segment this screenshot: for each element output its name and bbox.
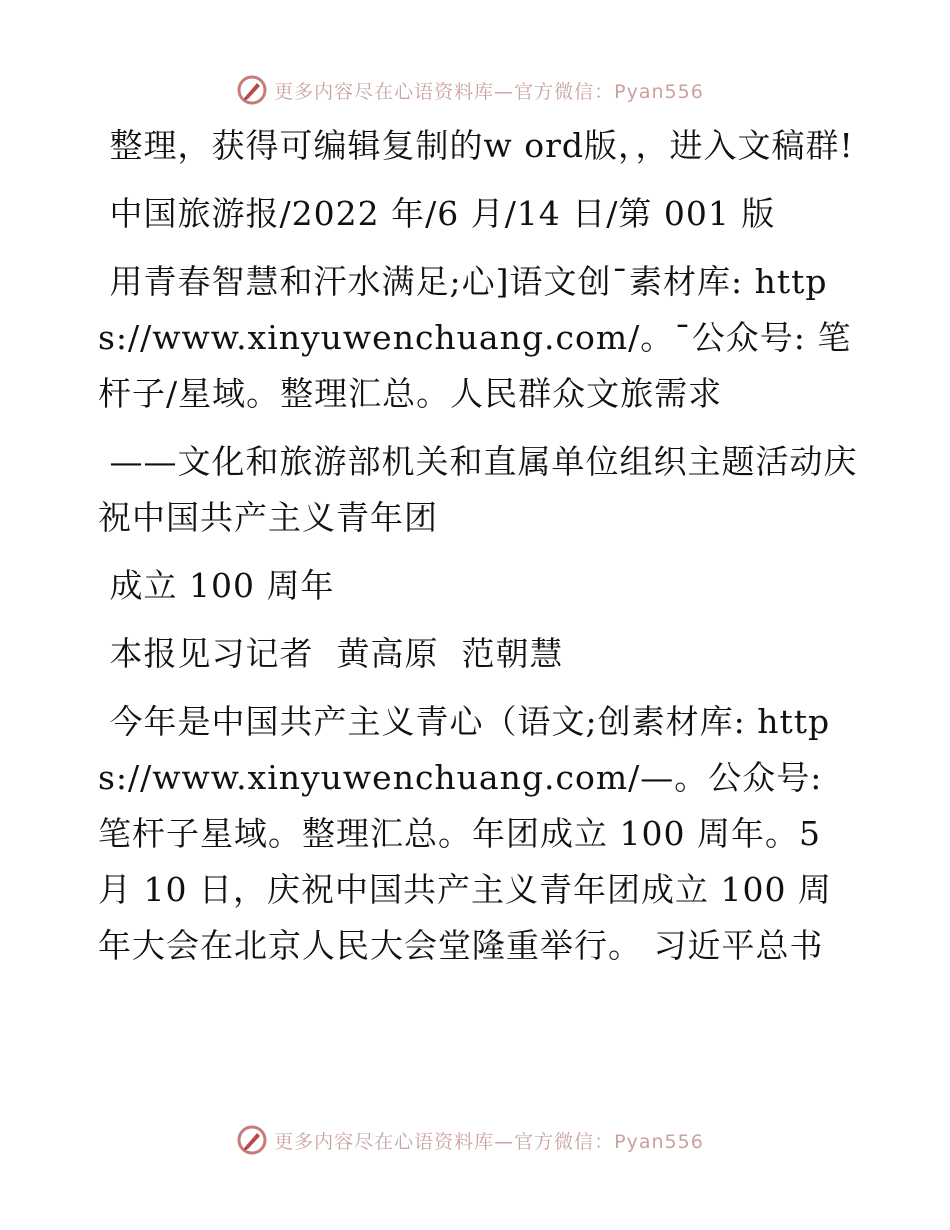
paragraph-source: 中国旅游报/2022 年/6 月/14 日/第 001 版	[98, 194, 776, 233]
watermark-text: 更多内容尽在心语资料库—官方微信：Pyan556	[274, 1130, 704, 1153]
document-body	[98, 118, 858, 974]
pen-logo-icon	[236, 74, 268, 106]
pen-logo-icon	[236, 1124, 268, 1156]
paragraph-intro: 整理，获得可编辑复制的w ord版，，进入文稿群!	[98, 126, 854, 165]
watermark-banner-content	[236, 74, 704, 106]
watermark-banner-top	[0, 70, 950, 110]
watermark-banner-content	[236, 1124, 704, 1156]
watermark-text: 更多内容尽在心语资料库—官方微信：Pyan556	[274, 80, 704, 103]
paragraph-byline: 本报见习记者 黄高原 范朝慧	[98, 634, 564, 673]
paragraph-headline: 用青春智慧和汗水满足;心]语文创¯素材库: https://www.xinyuwenchuang.com/。¯公众号: 笔杆子/星域。整理汇总。人民群众文旅需求	[98, 262, 852, 413]
watermark-banner-bottom	[0, 1120, 950, 1160]
paragraph-subheadline-cont: 成立 100 周年	[98, 566, 335, 605]
paragraph-body: 今年是中国共产主义青心（语文;创素材库: https://www.xinyuwenchuang.com/—。公众号: 笔杆子星域。整理汇总。年团成立 100 周年。5 月 10 日，庆祝中国共产主义青年团成立 100 周年大会在北京人民大会堂隆重举行。 习近平总书	[98, 702, 834, 965]
paragraph-subheadline: ——文化和旅游部机关和直属单位组织主题活动庆祝中国共产主义青年团	[98, 442, 858, 537]
